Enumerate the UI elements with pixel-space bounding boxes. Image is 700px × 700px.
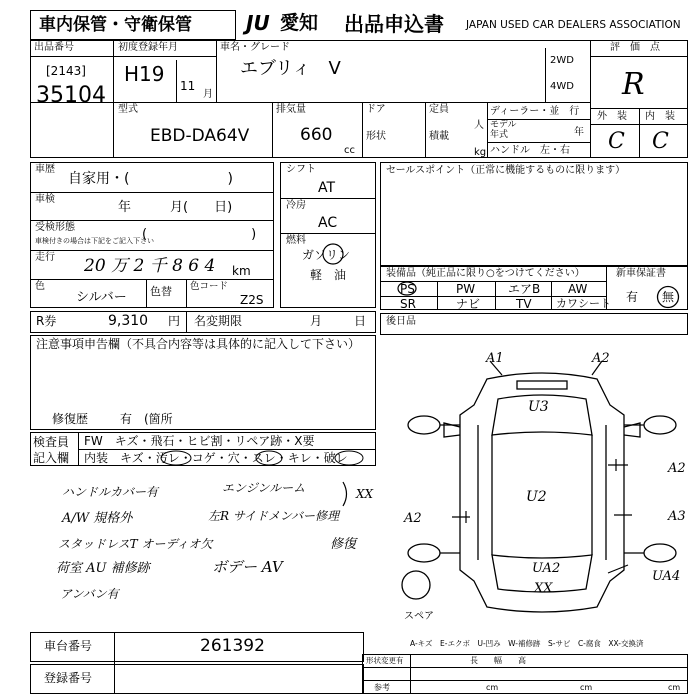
ac-value: AC	[318, 215, 338, 231]
model-value: EBD-DA64V	[150, 126, 250, 146]
equip-tv: TV	[516, 297, 532, 311]
cm-unit-1: cm	[486, 683, 499, 692]
remark-side-member: 左R サイドメンバー修理	[208, 509, 340, 523]
model-label: 型式	[118, 104, 138, 115]
mark-ua2: UA2	[532, 561, 561, 576]
warranty-no-circle	[655, 284, 681, 310]
equip-airbag: エアB	[508, 282, 541, 296]
doors-label: ドア	[366, 104, 386, 115]
inspection-label: 車検	[35, 194, 55, 205]
remark-studless: スタッドレスT オーディオ欠	[58, 537, 213, 551]
color-code: Z2S	[240, 293, 264, 307]
remark-bracket	[340, 480, 354, 508]
lot-sub-number: [2143]	[46, 64, 86, 78]
mileage-unit: km	[232, 264, 251, 278]
ac-label: 冷房	[286, 200, 306, 211]
registration-month-unit: 月	[203, 89, 213, 100]
inspection-value: 年 月( 日)	[118, 200, 233, 215]
form-title: 出品申込書	[344, 12, 444, 36]
ju-logo: JU	[246, 11, 270, 35]
equip-navi: ナビ	[456, 297, 481, 311]
tax-amount: 9,310	[108, 313, 149, 329]
dealer-label: ディーラー・並 行	[490, 106, 580, 117]
registration-year: H19	[124, 62, 165, 86]
shape-change-label: 形状変更有	[366, 656, 404, 665]
deadline-day: 日	[354, 314, 367, 328]
equipment-label: 装備品（純正品に限り○をつけてください）	[386, 268, 585, 279]
car-name-label: 車名・グレード	[220, 42, 290, 53]
mark-a1: A1	[486, 351, 504, 366]
deadline-label: 名変期限	[194, 314, 243, 328]
registration-month: 11	[180, 79, 196, 93]
fuel-selected-circle	[320, 242, 346, 266]
mark-a2-right: A2	[668, 461, 686, 476]
lot-number: 35104	[36, 83, 106, 108]
remark-repair: 修復	[330, 537, 357, 552]
displacement-label: 排気量	[276, 104, 306, 115]
capacity-label: 定員	[429, 104, 449, 115]
deadline-month: 月	[310, 314, 323, 328]
exterior-label: 外 装	[597, 111, 627, 122]
history-label: 車歴	[35, 164, 55, 175]
equip-sr: SR	[400, 297, 416, 311]
shift-value: AT	[318, 180, 336, 196]
registration-label: 初度登録年月	[118, 42, 178, 53]
model-year-label2: 年式	[490, 130, 509, 140]
drive-4wd: 4WD	[550, 81, 574, 92]
handle-label: ハンドル 左・右	[490, 145, 570, 156]
dims-label: 長 幅 高	[470, 656, 526, 665]
equip-aw: AW	[568, 282, 588, 296]
sales-point-label: セールスポイント（正常に機能するものに限ります）	[386, 165, 626, 176]
fuel-diesel: 軽 油	[310, 268, 347, 282]
warranty-yes: 有	[626, 290, 639, 304]
inspector-label2: 記入欄	[33, 451, 70, 465]
mark-u3: U3	[528, 399, 549, 415]
warranty-label: 新車保証書	[616, 268, 666, 279]
reg-number-label: 登録番号	[44, 671, 93, 685]
association-name: JAPAN USED CAR DEALERS ASSOCIATION	[466, 19, 681, 31]
remark-handle-cover: ハンドルカバー有	[62, 485, 159, 499]
after-items-label: 後日品	[386, 316, 416, 327]
model-year-unit: 年	[574, 127, 584, 138]
remark-body: ボデー AV	[212, 558, 283, 576]
tax-label: R券	[36, 314, 57, 328]
load-label: 積載	[429, 131, 449, 142]
displacement-value: 660	[300, 125, 333, 145]
storage-stamp	[30, 10, 236, 40]
shift-label: シフト	[286, 164, 316, 175]
car-name: エブリィ V	[240, 58, 341, 79]
after-items-box	[380, 313, 688, 335]
mark-a2-left: A2	[404, 511, 422, 526]
equip-leather-seat: カワシート	[556, 297, 611, 310]
remark-engine-room: エンジンルーム	[222, 481, 306, 495]
mark-u2: U2	[526, 489, 547, 505]
rating-label: 評 価 点	[610, 42, 660, 53]
exterior-score: C	[608, 129, 625, 154]
car-damage-diagram	[392, 345, 692, 620]
fuel-gasoline: ガソリン	[302, 248, 351, 262]
equip-pw: PW	[456, 282, 476, 296]
repair-history-value: 有 (箇所	[120, 412, 173, 426]
shape-label: 形状	[366, 131, 386, 142]
sales-point-box	[380, 162, 688, 266]
chassis-label: 車台番号	[44, 639, 93, 653]
equip-ps-circle	[396, 281, 418, 296]
tax-unit: 円	[168, 314, 181, 328]
history-value: 自家用・( )	[68, 171, 233, 187]
rating-score: R	[622, 67, 645, 102]
mark-ua4: UA4	[652, 569, 681, 584]
mileage-value: 20 万 2 千 8 6 4	[84, 256, 216, 276]
damage-legend: A-キズ E-エクボ U-凹み W-補修跡 S-サビ C-腐食 XX-交換済	[410, 639, 644, 648]
model-year-label: モデル	[490, 120, 517, 130]
inspection-type-label: 受検形態	[35, 222, 75, 233]
remark-unban: アンバン有	[60, 587, 119, 601]
notes-label: 注意事項申告欄（不具合内容等は具体的に記入して下さい）	[36, 337, 361, 351]
color-code-label: 色コード	[190, 281, 229, 292]
capacity-unit: 人	[474, 120, 484, 131]
remark-cargo: 荷室 AU 補修跡	[56, 561, 150, 576]
storage-stamp-text: 車内保管・守衛保管	[39, 15, 192, 35]
mark-a2-top: A2	[592, 351, 610, 366]
equip-ps: PS	[400, 282, 415, 296]
inspector-label: 検査員	[33, 435, 70, 449]
fw-row: FW キズ・飛石・ヒビ割・リペア跡・X要	[84, 434, 315, 448]
interior-label: 内 装	[645, 111, 675, 122]
drive-2wd: 2WD	[550, 55, 574, 66]
lot-number-label: 出品番号	[34, 42, 74, 53]
interior-score: C	[652, 129, 669, 154]
mileage-label: 走行	[35, 252, 55, 263]
interior-marks-circles	[150, 449, 370, 467]
cm-unit-3: cm	[668, 683, 681, 692]
interior-row: 内装 キズ・汚レ・コゲ・穴・スレ・キレ・破レ	[84, 451, 348, 465]
chassis-number: 261392	[200, 636, 265, 656]
spare-label: スペア	[404, 611, 434, 622]
color-label: 色	[35, 281, 45, 292]
repaint-label: 色替	[150, 285, 172, 298]
color-value: シルバー	[76, 290, 127, 305]
remark-xx: XX	[356, 487, 374, 501]
repair-history-label: 修復歴	[52, 412, 89, 426]
inspection-type-value: ( )	[142, 227, 257, 242]
fuel-label: 燃料	[286, 235, 306, 246]
mark-xx: XX	[534, 581, 553, 596]
mark-a3: A3	[668, 509, 686, 524]
logo-place: 愛知	[280, 12, 319, 34]
warranty-no: 無	[662, 290, 675, 304]
reference-label: 参考	[374, 683, 390, 692]
cm-unit-2: cm	[580, 683, 593, 692]
displacement-unit: cc	[344, 145, 355, 156]
inspection-type-sub: 車検付きの場合は下記をご記入下さい	[35, 237, 154, 245]
load-unit: kg	[474, 147, 487, 158]
remark-aw: A/W 規格外	[62, 511, 133, 526]
